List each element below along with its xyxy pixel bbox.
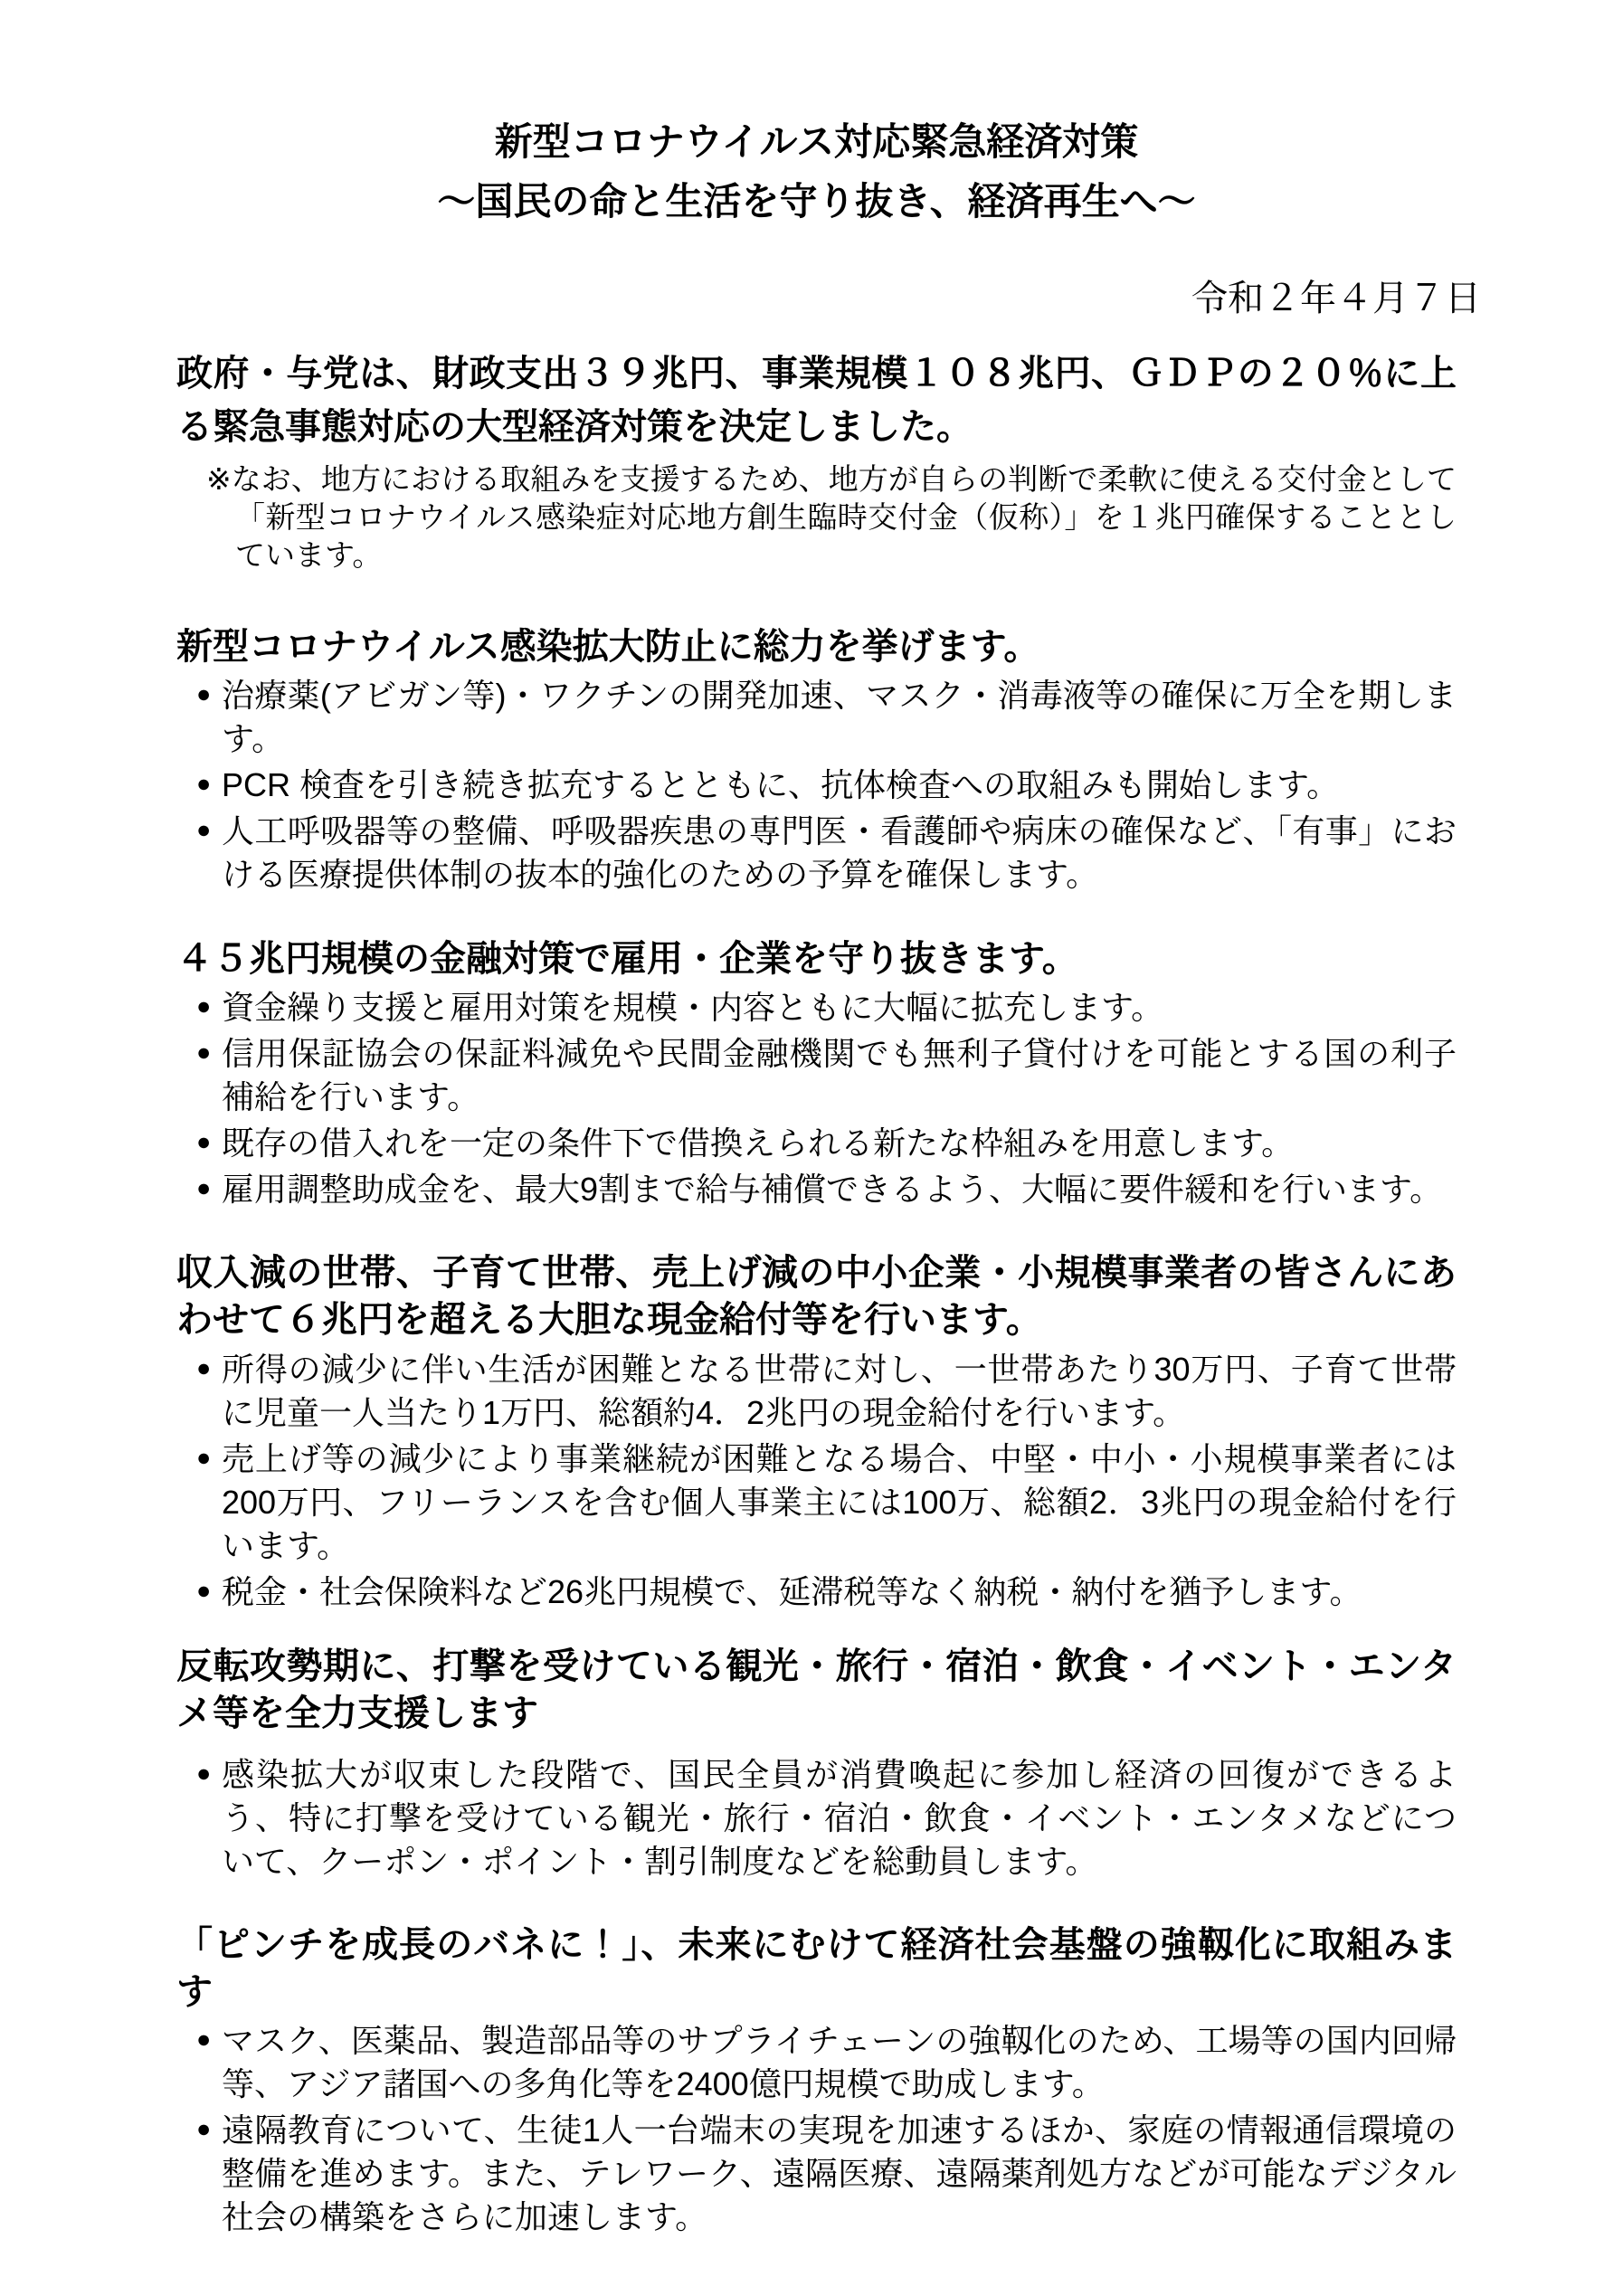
bullet-text: 所得の減少に伴い生活が困難となる世帯に対し、一世帯あたり30万円、子育て世帯に児童一人当たり1万円、総額約4．2兆円の現金給付を行います。 [222,1351,1457,1431]
section-infection-prevention [176,623,1457,897]
section-heading: 新型コロナウイルス感染拡大防止に総力を挙げます。 [176,627,1040,667]
bullet-text: PCR 検査を引き続き拡充するとともに、抗体検査への取組みも開始します。 [222,766,1340,803]
list-item [176,1032,1457,1119]
bullet-marker-icon: ● [196,1760,212,1787]
bullet-marker-icon: ● [196,1128,212,1155]
bullet-text: 雇用調整助成金を、最大9割まで給与補償できるよう、大幅に要件緩和を行います。 [222,1171,1443,1208]
list-item [176,2109,1457,2239]
bullet-text: 感染拡大が収束した段階で、国民全員が消費喚起に参加し経済の回復ができるよう、特に打撃を受けている観光・旅行・宿泊・飲食・イベント・エンタメなどについて、クーポン・ポイント・割引制度などを総動員します。 [222,1756,1457,1880]
bullet-marker-icon: ● [196,2026,212,2053]
section-economic-resilience [176,1921,1457,2239]
bullet-text: 既存の借入れを一定の条件下で借換えられる新たな枠組みを用意します。 [222,1124,1295,1162]
document-title-line2: ～国民の命と生活を守り抜き、経済再生へ～ [437,180,1196,223]
bullet-marker-icon: ● [196,2115,212,2142]
section-financial-measures [176,935,1457,1211]
bullet-list [176,1348,1457,1614]
bullet-marker-icon: ● [196,1174,212,1201]
list-item [176,674,1457,761]
bullet-text: 人工呼吸器等の整備、呼吸器疾患の専門医・看護師や病床の確保など、「有事」における医療提供体制の抜本的強化のための予算を確保します。 [222,812,1457,893]
list-item [176,1122,1457,1165]
list-item [176,2019,1457,2106]
note-paragraph: ※なお、地方における取組みを支援するため、地方が自らの判断で柔軟に使える交付金として「新型コロナウイルス感染症対応地方創生臨時交付金（仮称）」を１兆円確保することとしています。 [206,462,1457,572]
list-item [176,764,1457,807]
bullet-marker-icon: ● [196,770,212,797]
bullet-marker-icon: ● [196,1444,212,1471]
bullet-text: 信用保証協会の保証料減免や民間金融機関でも無利子貸付けを可能とする国の利子補給を行います。 [222,1035,1457,1115]
bullet-text: 税金・社会保険料など26兆円規模で、延滞税等なく納税・納付を猶予します。 [222,1573,1362,1610]
list-item [176,1753,1457,1883]
bullet-list [176,674,1457,897]
document-date: 令和２年４月７日 [1191,279,1481,318]
document-title-line1: 新型コロナウイルス対応緊急経済対策 [494,120,1139,163]
section-tourism-support [176,1643,1457,1883]
bullet-text: 売上げ等の減少により事業継続が困難となる場合、中堅・中小・小規模事業者には200万円、フリーランスを含む個人事業主には100万、総額2．3兆円の現金給付を行います。 [222,1440,1457,1564]
bullet-marker-icon: ● [196,1039,212,1066]
section-heading: ４５兆円規模の金融対策で雇用・企業を守り抜きます。 [176,939,1078,979]
bullet-marker-icon: ● [196,992,212,1020]
intro-paragraph: 政府・与党は、財政支出３９兆円、事業規模１０８兆円、ＧＤＰの２０％に上る緊急事態対応の大型経済対策を決定しました。 [176,354,1457,447]
bullet-list [176,2019,1457,2239]
bullet-text: 資金繰り支援と雇用対策を規模・内容ともに大幅に拡充します。 [222,989,1164,1026]
bullet-marker-icon: ● [196,680,212,707]
list-item [176,1570,1457,1614]
section-cash-benefits [176,1249,1457,1614]
section-heading: 収入減の世帯、子育て世帯、売上げ減の中小企業・小規模事業者の皆さんにあわせて６兆円を超える大胆な現金給付等を行います。 [176,1253,1457,1340]
bullet-text: 治療薬(アビガン等)・ワクチンの開発加速、マスク・消毒液等の確保に万全を期します。 [222,677,1457,757]
bullet-marker-icon: ● [196,816,212,843]
list-item [176,986,1457,1029]
bullet-text: マスク、医薬品、製造部品等のサプライチェーンの強靱化のため、工場等の国内回帰等、アジア諸国への多角化等を2400億円規模で助成します。 [222,2022,1457,2102]
bullet-list [176,1753,1457,1883]
bullet-list [176,986,1457,1211]
section-heading: 「ピンチを成長のバネに！」、未来にむけて経済社会基盤の強靱化に取組みます [176,1925,1457,2012]
section-heading: 反転攻勢期に、打撃を受けている観光・旅行・宿泊・飲食・イベント・エンタメ等を全力支援します [176,1646,1457,1733]
list-item [176,1168,1457,1211]
list-item [176,1348,1457,1435]
bullet-text: 遠隔教育について、生徒1人一台端末の実現を加速するほか、家庭の情報通信環境の整備を進めます。また、テレワーク、遠隔医療、遠隔薬剤処方などが可能なデジタル社会の構築をさらに加速します。 [222,2111,1457,2235]
list-item [176,1437,1457,1568]
bullet-marker-icon: ● [196,1354,212,1381]
bullet-marker-icon: ● [196,1577,212,1604]
list-item [176,810,1457,897]
